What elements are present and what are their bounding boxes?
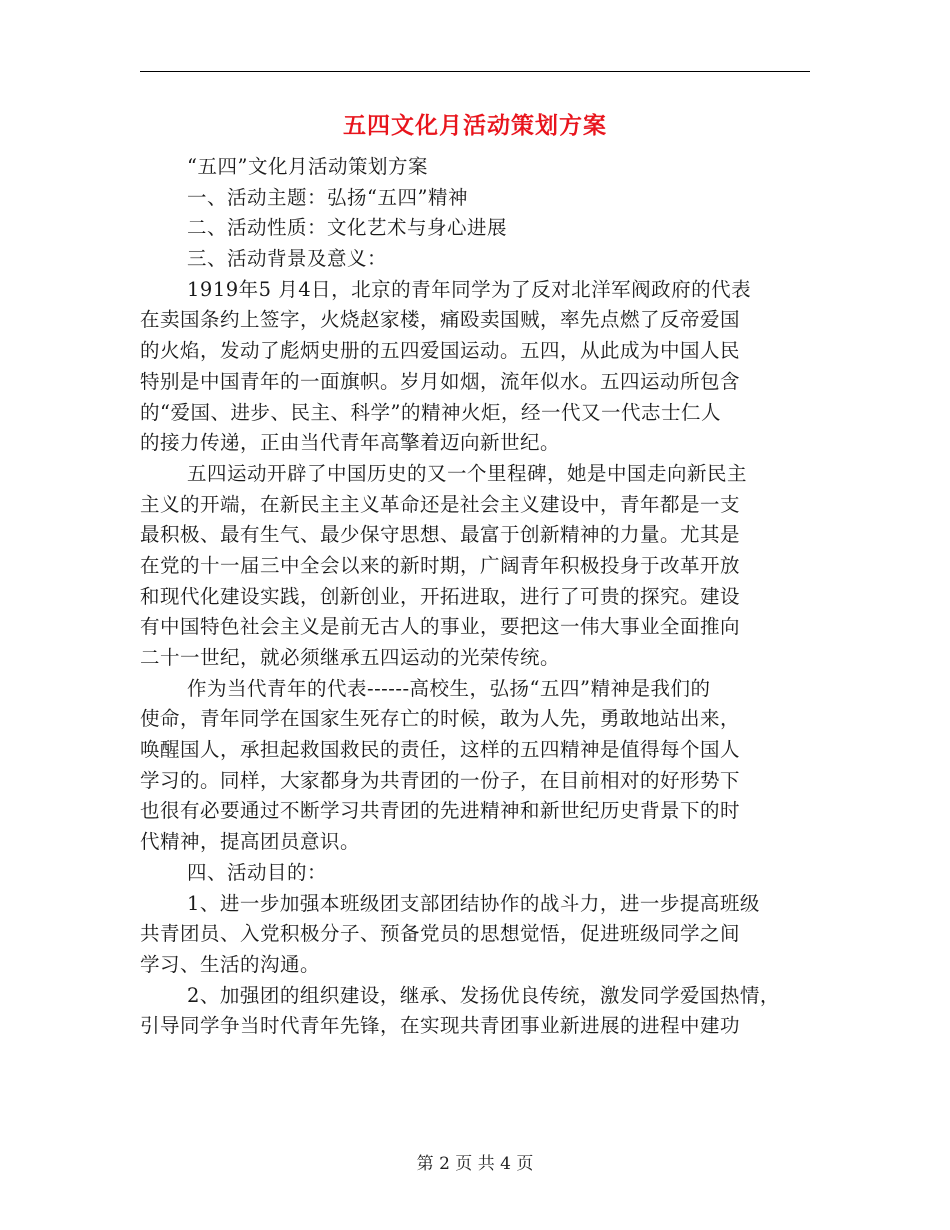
text-line: 和现代化建设实践，创新创业，开拓进取，进行了可贵的探究。建设 bbox=[140, 584, 741, 608]
text-line: 唤醒国人，承担起救国救民的责任，这样的五四精神是值得每个国人 bbox=[140, 738, 741, 762]
text-line: 学习、生活的沟通。 bbox=[140, 952, 321, 976]
text-line: 特别是中国青年的一面旗帜。岁月如烟，流年似水。五四运动所包含 bbox=[140, 369, 741, 393]
text-line: 主义的开端，在新民主主义革命还是社会主义建设中，青年都是一支 bbox=[140, 492, 741, 516]
text-line: 五四运动开辟了中国历史的又一个里程碑，她是中国走向新民主 bbox=[187, 461, 748, 485]
text-line: 也很有必要通过不断学习共青团的先进精神和新世纪历史背景下的时 bbox=[140, 799, 741, 823]
text-line: 使命，青年同学在国家生死存亡的时候，敢为人先，勇敢地站出来， bbox=[140, 707, 741, 731]
text-line: 一、活动主题：弘扬“五四”精神 bbox=[187, 185, 468, 209]
text-line: 最积极、最有生气、最少保守思想、最富于创新精神的力量。尤其是 bbox=[140, 523, 741, 547]
text-line: 二、活动性质：文化艺术与身心进展 bbox=[187, 216, 508, 240]
text-line: 二十一世纪，就必须继承五四运动的光荣传统。 bbox=[140, 646, 561, 669]
document-title: 五四文化月活动策划方案 bbox=[343, 112, 607, 139]
text-line: 作为当代青年的代表------高校生，弘扬“五四”精神是我们的 bbox=[187, 676, 711, 700]
document-body bbox=[140, 152, 810, 1042]
page-number: 第 2 页 共 4 页 bbox=[416, 1154, 534, 1174]
header-rule bbox=[140, 71, 810, 72]
text-line: 的接力传递，正由当代青年高擎着迈向新世纪。 bbox=[140, 431, 561, 455]
text-line: 1、进一步加强本班级团支部团结协作的战斗力，进一步提高班级 bbox=[187, 891, 760, 915]
text-line: 2、加强团的组织建设，继承、发扬优良传统，激发同学爱国热情， bbox=[187, 983, 780, 1007]
text-line: 共青团员、入党积极分子、预备党员的思想觉悟，促进班级同学之间 bbox=[140, 922, 741, 946]
text-line: 学习的。同样，大家都身为共青团的一份子，在目前相对的好形势下 bbox=[140, 768, 741, 792]
text-line: 1919年5 月4日，北京的青年同学为了反对北洋军阀政府的代表 bbox=[187, 277, 752, 301]
text-line: 在卖国条约上签字，火烧赵家楼，痛殴卖国贼，率先点燃了反帝爱国 bbox=[140, 308, 741, 332]
text-line: “五四”文化月活动策划方案 bbox=[187, 155, 428, 178]
text-line: 三、活动背景及意义： bbox=[187, 247, 388, 271]
text-line: 引导同学争当时代青年先锋，在实现共青团事业新进展的进程中建功 bbox=[140, 1014, 741, 1038]
text-line: 在党的十一届三中全会以来的新时期，广阔青年积极投身于改革开放 bbox=[140, 553, 741, 577]
text-line: 的“爱国、进步、民主、科学”的精神火炬，经一代又一代志士仁人 bbox=[140, 400, 721, 424]
text-line: 代精神，提高团员意识。 bbox=[140, 830, 361, 854]
text-line: 的火焰，发动了彪炳史册的五四爱国运动。五四，从此成为中国人民 bbox=[140, 339, 741, 363]
text-line: 四、活动目的： bbox=[187, 860, 328, 884]
text-line: 有中国特色社会主义是前无古人的事业，要把这一伟大事业全面推向 bbox=[140, 615, 741, 639]
